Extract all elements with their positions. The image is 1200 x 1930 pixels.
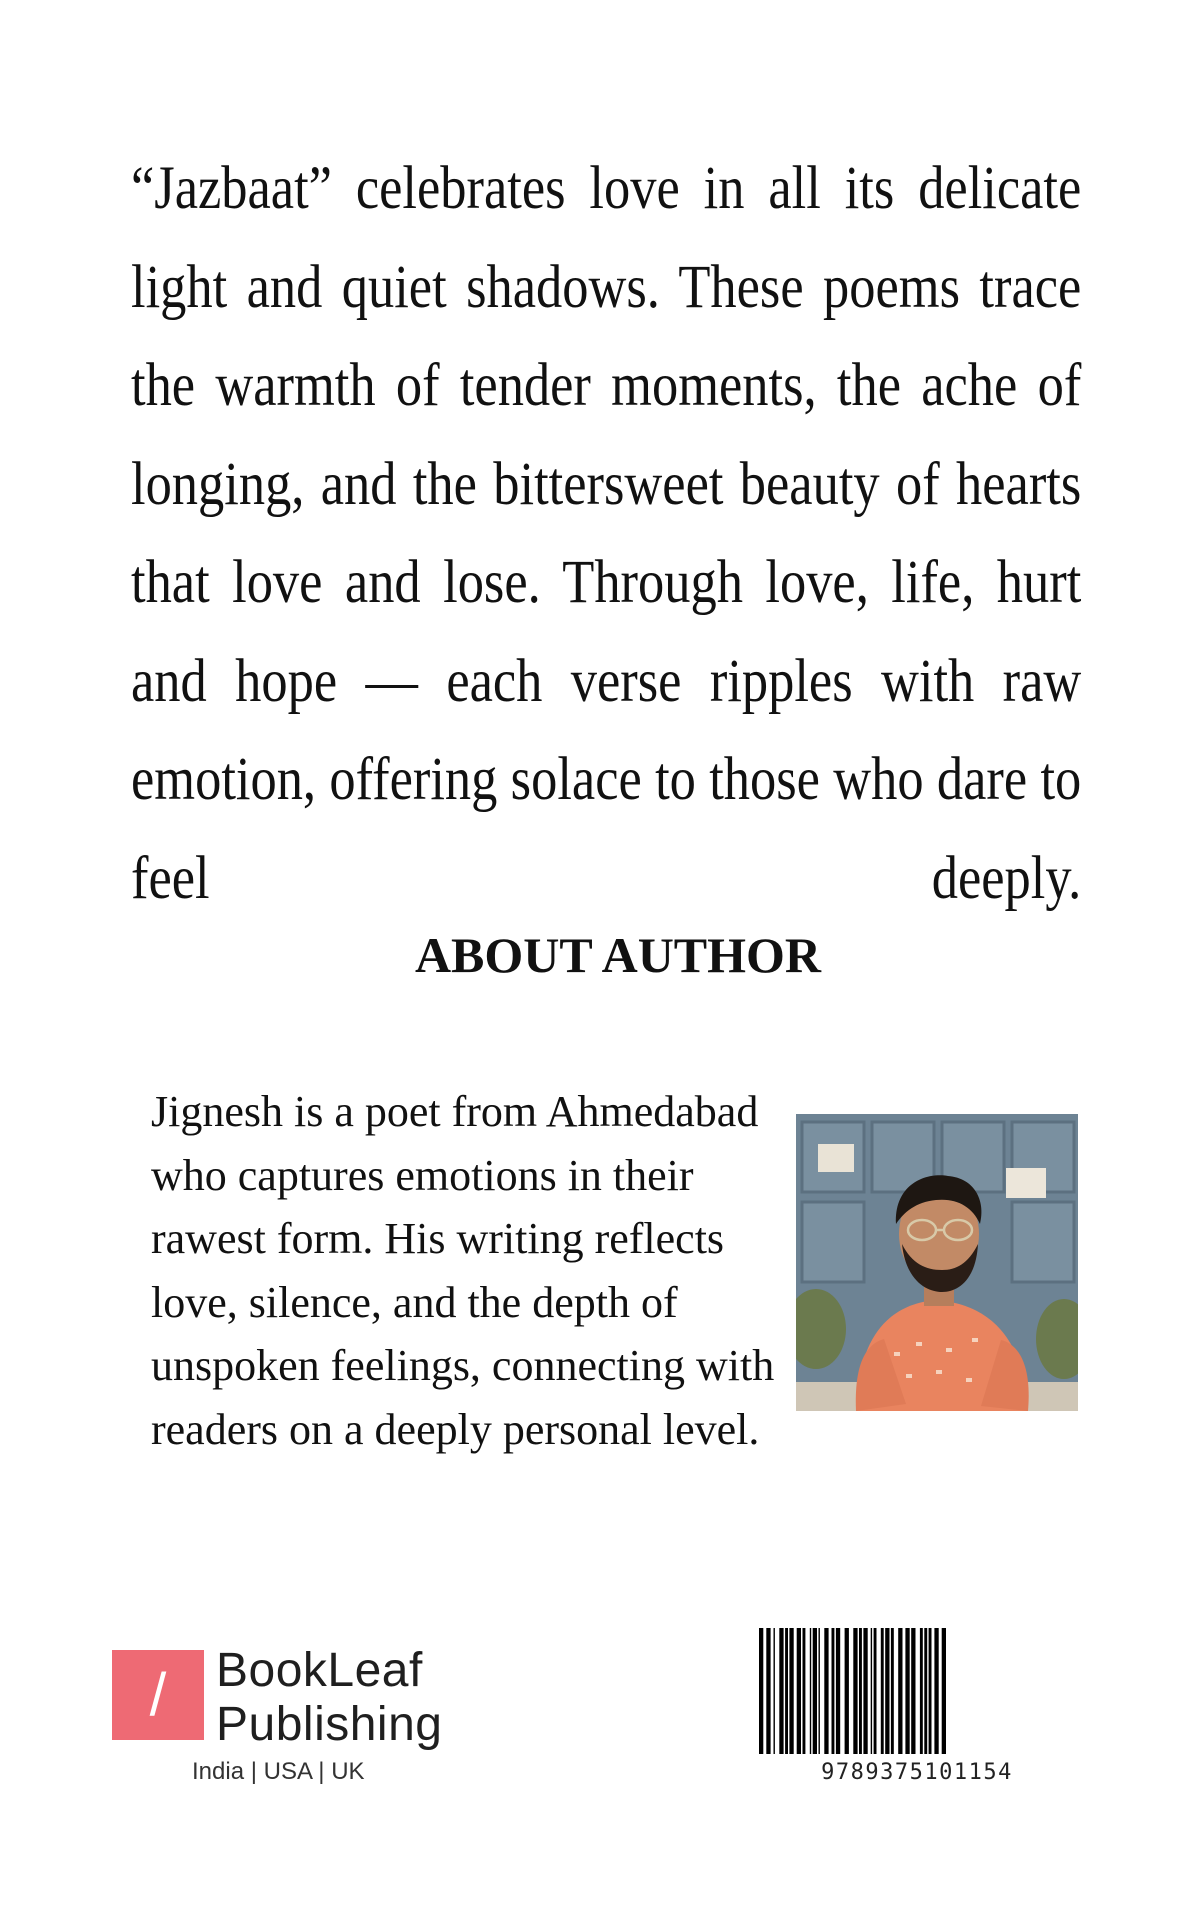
publisher-name-line1: BookLeaf [216, 1644, 423, 1697]
author-bio: Jignesh is a poet from Ahmedabad who captures emotions in their rawest form. His writing reflects love, silence, and the depth of unspoken feelings, connecting with readers on a deeply personal level. [151, 1087, 775, 1454]
book-blurb: “Jazbaat” celebrates love in all its delicate light and quiet shadows. These poems trace the warmth of tender moments, the ache of longing, and the bittersweet beauty of hearts that love and lose. Through love, life, hurt and hope — each verse ripples with raw emotion, offering solace to those who dare to feel deeply. [131, 155, 1082, 912]
barcode-bar [824, 1628, 828, 1754]
about-author-heading: ABOUT AUTHOR [414, 927, 822, 983]
barcode-bar [885, 1628, 889, 1754]
barcode-bar [845, 1628, 849, 1754]
barcode-bar [853, 1628, 857, 1754]
barcode-bar [898, 1628, 902, 1754]
publisher-mark [112, 1650, 204, 1740]
barcode-bar [891, 1628, 894, 1754]
barcode-bar [924, 1628, 927, 1754]
barcode-bar [942, 1628, 946, 1754]
barcode-bar [785, 1628, 788, 1754]
barcode-bar [813, 1628, 817, 1754]
barcode-bar [832, 1628, 835, 1754]
publisher-regions: India | USA | UK [192, 1758, 365, 1785]
barcode-bar [881, 1628, 884, 1754]
barcode-bar [819, 1628, 820, 1754]
barcode-bar [803, 1628, 806, 1754]
barcode-bar [871, 1628, 872, 1754]
barcode-bar [789, 1628, 793, 1754]
publisher-name [216, 1644, 442, 1752]
barcode-bar [779, 1628, 783, 1754]
publisher-logo [112, 1644, 472, 1800]
author-photo [796, 1114, 1078, 1411]
barcode-bar [810, 1628, 811, 1754]
barcode-bar [836, 1628, 840, 1754]
barcode-bar [911, 1628, 915, 1754]
publisher-name-line2: Publishing [216, 1698, 443, 1751]
barcode-bar [759, 1628, 763, 1754]
slash-icon: / [149, 1661, 167, 1728]
barcode-bar [929, 1628, 932, 1754]
barcode-bar [863, 1628, 867, 1754]
barcode-bar [774, 1628, 775, 1754]
isbn-number: 9789375101154 [821, 1760, 1013, 1785]
barcode-bar [766, 1628, 770, 1754]
barcode-bar [797, 1628, 801, 1754]
barcode-bar [934, 1628, 938, 1754]
barcode-bar [874, 1628, 877, 1754]
barcode-bar [905, 1628, 909, 1754]
barcode-bar [859, 1628, 862, 1754]
barcode-bar [920, 1628, 923, 1754]
